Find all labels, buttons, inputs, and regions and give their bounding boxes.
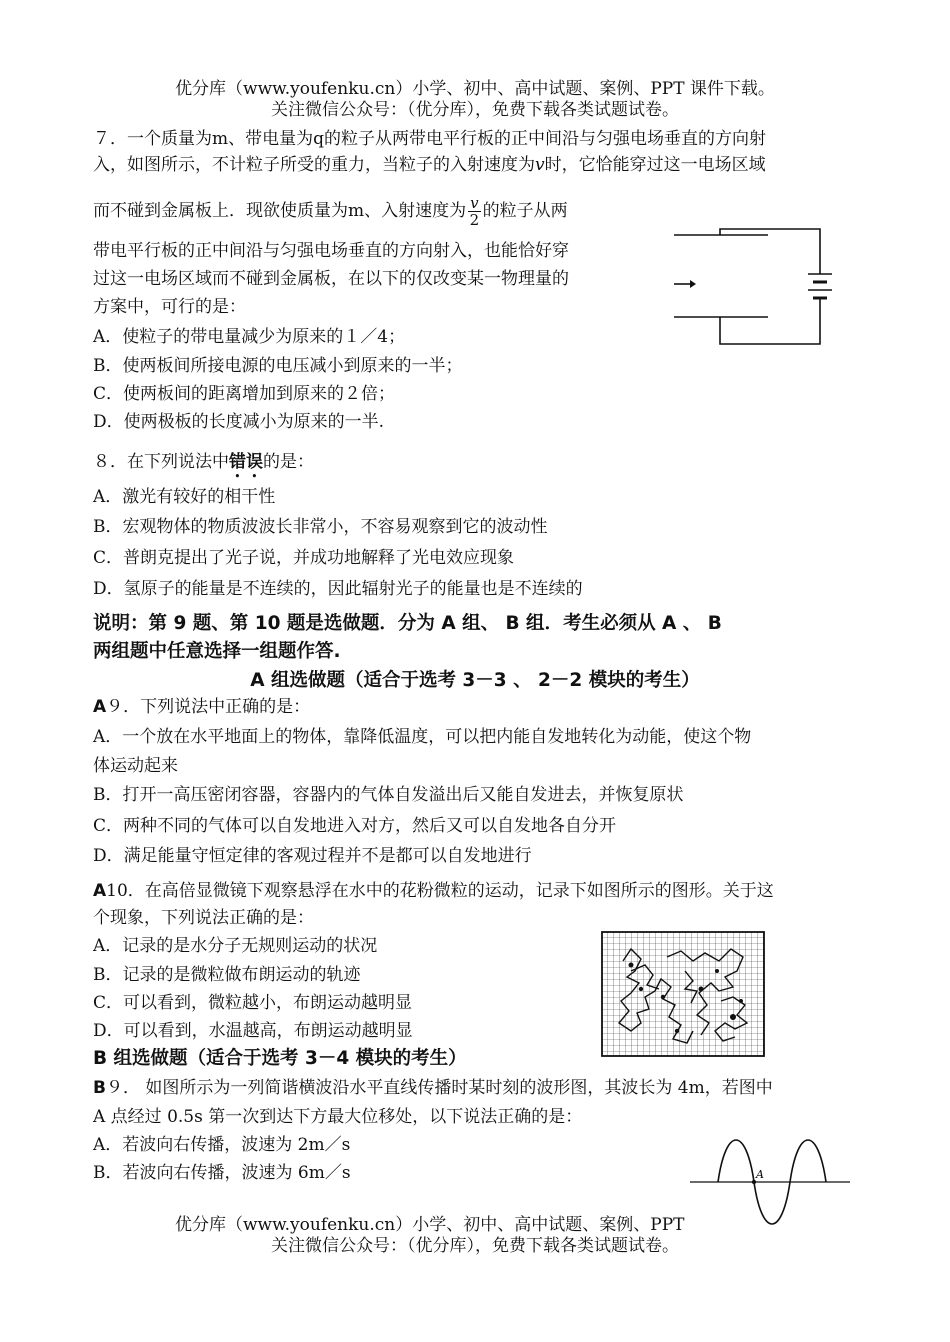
group-a-q10-option-c: C．可以看到，微粒越小，布朗运动越明显	[93, 993, 413, 1013]
wave-figure	[688, 1132, 853, 1232]
group-a-q9-option-b: B．打开一高压密闭容器，容器内的气体自发溢出后又能自发进去，并恢复原状	[93, 785, 684, 805]
q8-option-a: A．激光有较好的相干性	[93, 487, 276, 507]
group-b-q9-option-a: A．若波向右传播，波速为 2m／s	[93, 1135, 351, 1155]
q7-line-4: 带电平行板的正中间沿与匀强电场垂直的方向射入，也能恰好穿	[93, 241, 569, 261]
q7-line-5: 过这一电场区域而不碰到金属板，在以下的仅改变某一物理量的	[93, 269, 569, 289]
q7-line-3: 而不碰到金属板上．现欲使质量为m、入射速度为 $\frac{v}{2}$ 的粒子从两	[93, 194, 568, 229]
q7-option-d: D．使两极板的长度减小为原来的一半.	[93, 412, 385, 432]
note-line-2: 两组题中任意选择一组题作答.	[93, 641, 341, 662]
v-over-2-fraction: $\frac{v}{2}$	[469, 194, 480, 229]
group-a-q10-option-b: B．记录的是微粒做布朗运动的轨迹	[93, 965, 361, 985]
group-a-q10-option-a: A．记录的是水分子无规则运动的状况	[93, 936, 378, 956]
header-line-1: 优分库（www.youfenku.cn）小学、初中、高中试题、案例、PPT 课件下载。	[175, 79, 775, 99]
group-a-q10-option-d: D．可以看到，水温越高，布朗运动越明显	[93, 1021, 413, 1041]
q8-option-b: B．宏观物体的物质波波长非常小，不容易观察到它的波动性	[93, 517, 548, 537]
footer-line-2: 关注微信公众号：（优分库），免费下载各类试题试卷。	[271, 1236, 679, 1256]
group-a-title: A 组选做题（适合于选考 3－3 、 2－2 模块的考生）	[250, 670, 700, 691]
q7-option-a: A．使粒子的带电量减少为原来的１／4；	[93, 327, 406, 347]
group-a-q10-line-1: A10．在高倍显微镜下观察悬浮在水中的花粉微粒的运动，记录下如图所示的图形。关于这	[93, 881, 774, 901]
point-a-label: A	[756, 1168, 764, 1181]
group-a-q9-stem: A９．下列说法中正确的是：	[93, 697, 311, 717]
parallel-plate-circuit-diagram	[660, 222, 860, 352]
group-b-title: B 组选做题（适合于选考 3－4 模块的考生）	[93, 1048, 467, 1069]
group-b-q9-line-2: A 点经过 0.5s 第一次到达下方最大位移处，以下说法正确的是：	[93, 1107, 583, 1127]
header-line-2: 关注微信公众号：（优分库），免费下载各类试题试卷。	[271, 100, 679, 120]
q7-line-2: 入，如图所示，不计粒子所受的重力，当粒子的入射速度为v时，它恰能穿过这一电场区域	[93, 155, 766, 175]
group-a-q9-option-c: C．两种不同的气体可以自发地进入对方，然后又可以自发地各自分开	[93, 816, 617, 836]
group-a-q9-option-a: A．一个放在水平地面上的物体，靠降低温度，可以把内能自发地转化为动能，使这个物	[93, 727, 752, 747]
q8-option-d: D．氢原子的能量是不连续的，因此辐射光子的能量也是不连续的	[93, 579, 583, 599]
note-line-1: 说明：第 9 题、第 10 题是选做题．分为 A 组、 B 组．考生必须从 A 、 B	[93, 613, 722, 634]
q8-stem: ８．在下列说法中错误的是：	[93, 452, 314, 472]
group-a-q9-option-d: D．满足能量守恒定律的客观过程并不是都可以自发地进行	[93, 846, 532, 866]
brownian-motion-figure	[601, 931, 765, 1057]
emphasized-word: 错误	[229, 452, 263, 472]
bottom-wire	[720, 298, 820, 344]
q7-option-b: B．使两板间所接电源的电压减小到原来的一半；	[93, 356, 463, 376]
footer-line-1: 优分库（www.youfenku.cn）小学、初中、高中试题、案例、PPT	[175, 1215, 685, 1235]
q8-option-c: C．普朗克提出了光子说，并成功地解释了光电效应现象	[93, 548, 515, 568]
q7-line-6: 方案中，可行的是：	[93, 297, 246, 317]
velocity-arrow-head	[690, 280, 696, 288]
group-b-q9-line-1: B９． 如图所示为一列简谐横波沿水平直线传播时某时刻的波形图，其波长为 4m，若图中	[93, 1078, 773, 1098]
q7-line-1: ７．一个质量为m、带电量为q的粒子从两带电平行板的正中间沿与匀强电场垂直的方向射	[93, 129, 767, 149]
q7-option-c: C．使两板间的距离增加到原来的２倍；	[93, 384, 396, 404]
group-a-q9-option-a-cont: 体运动起来	[93, 756, 178, 776]
group-b-q9-option-b: B．若波向右传播，波速为 6m／s	[93, 1163, 351, 1183]
group-a-q10-line-2: 个现象，下列说法正确的是：	[93, 908, 314, 928]
